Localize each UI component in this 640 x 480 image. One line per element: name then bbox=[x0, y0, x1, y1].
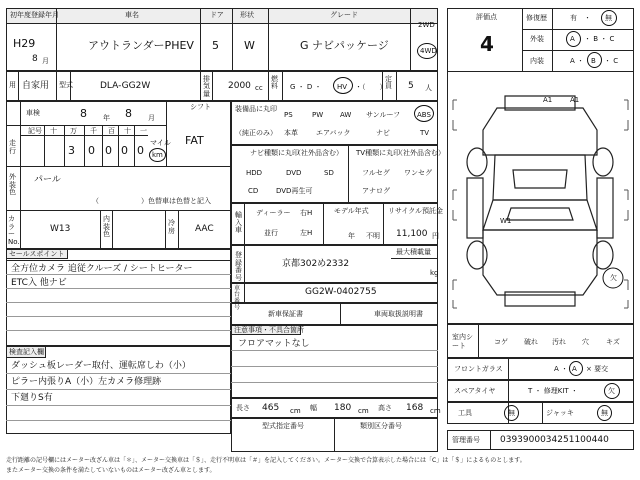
mile-head-5: 十 bbox=[124, 127, 131, 135]
footer-line-1: 走行距離の記号欄にはメーター改ざん車は「＊」、メーター交換車は「＄」、走行不明車は「＃」を記入してください。メーター交換で合算表示した場合には「C」は「＄」によるものとします。 bbox=[6, 457, 526, 464]
plate-label: 登録番号 bbox=[235, 251, 242, 283]
color-no-label: カラーNo. bbox=[8, 215, 20, 247]
seat-item-2: 汚れ bbox=[552, 338, 566, 346]
seat-item-1: 破れ bbox=[524, 338, 538, 346]
inspector-label: 検査記入欄 bbox=[9, 348, 44, 356]
tool-label: 工具 bbox=[458, 409, 472, 417]
navi-sd: SD bbox=[324, 169, 334, 177]
navi-dvd-play: DVD再生可 bbox=[276, 187, 313, 195]
len-value: 465 bbox=[262, 403, 280, 413]
mile-unit-mile: マイル bbox=[150, 139, 171, 147]
equip-abs: ABS bbox=[417, 111, 431, 119]
exterior-grade: A bbox=[570, 35, 575, 43]
color-label: 外装色 bbox=[9, 173, 16, 197]
footer-line-2: またメーター交換の条件を満たしていないものはメーター改ざん車とします。 bbox=[6, 467, 216, 474]
recycle-unit: 円 bbox=[432, 232, 439, 240]
reg-type: 自家用 bbox=[22, 81, 50, 91]
equip-airbag: エアバック bbox=[316, 129, 351, 137]
vehicle-name: アウトランダーPHEV bbox=[88, 39, 194, 52]
inspector-line-3: 下廻りS有 bbox=[11, 393, 53, 403]
color-note: （ ）色替車は色替と記入 bbox=[92, 197, 211, 205]
interior-rest: ・ C bbox=[604, 57, 619, 65]
spare-opts: T ・ 修理KIT ・ bbox=[528, 387, 578, 395]
import-label: 輸入車 bbox=[235, 211, 242, 235]
tv-analog: アナログ bbox=[362, 187, 390, 195]
shift-value: FAT bbox=[185, 134, 204, 147]
max-load-label: 最大積載量 bbox=[396, 248, 431, 256]
equip-navi: ナビ bbox=[376, 129, 390, 137]
fuel-label: 燃料 bbox=[271, 75, 278, 91]
capacity: 5 bbox=[408, 81, 414, 91]
jack-label: ジャッキ bbox=[546, 409, 574, 417]
equip-leather: 本革 bbox=[284, 129, 298, 137]
mile-head-6: 一 bbox=[140, 127, 147, 135]
model-year-label: モデル年式 bbox=[334, 207, 369, 215]
navi-sub: （社外品含む） bbox=[294, 149, 343, 157]
spare-label: スペアタイヤ bbox=[454, 387, 496, 395]
diagram-missing-mark: 欠 bbox=[610, 274, 617, 282]
navi-title: ナビ種類に丸印 bbox=[250, 149, 299, 157]
glass-value: A bbox=[572, 365, 577, 373]
import-parallel: 並行 bbox=[264, 229, 278, 237]
mile-digit-1: 0 bbox=[88, 144, 95, 157]
equip-sub: （純正のみ） bbox=[235, 129, 277, 137]
hgt-value: 168 bbox=[406, 403, 424, 413]
wid-unit: cm bbox=[358, 407, 369, 415]
diagram-a1-left: A1 bbox=[543, 96, 553, 104]
grade-label: グレード bbox=[330, 11, 358, 19]
hgt-unit: cm bbox=[430, 407, 441, 415]
seat-item-4: キズ bbox=[606, 338, 620, 346]
fuel-hv: HV bbox=[337, 83, 348, 91]
inspect-month: 8 bbox=[125, 107, 132, 120]
navi-dvd: DVD bbox=[286, 169, 302, 177]
shift-label: シフト bbox=[190, 103, 211, 111]
mgmt-value: 0393900034251100440 bbox=[500, 435, 609, 445]
first-reg-label: 初年度登録年月 bbox=[10, 11, 59, 19]
diagram-w1: W1 bbox=[500, 217, 512, 225]
chassis-label: 車台番号 bbox=[234, 285, 241, 311]
model-label: 型式 bbox=[59, 81, 73, 89]
notes-line-1: フロアマットなし bbox=[238, 339, 310, 349]
navi-hdd: HDD bbox=[246, 169, 263, 177]
cc-unit: cc bbox=[255, 84, 263, 92]
mile-unit-km: km bbox=[152, 151, 163, 159]
ac-label: 冷房 bbox=[168, 219, 175, 235]
interior-color-label: 内装色 bbox=[103, 215, 110, 239]
interior-pre: A ・ bbox=[570, 57, 585, 65]
inspector-line-2: ピラー内張りA（小）左カメラ修理跡 bbox=[11, 377, 162, 387]
mile-digit-2: 0 bbox=[105, 144, 112, 157]
notes-label: 注意事項・不具合箇所 bbox=[234, 326, 304, 334]
exterior-label: 外装 bbox=[530, 35, 544, 43]
mile-head-1: 十 bbox=[50, 127, 57, 135]
use-label: 用 bbox=[9, 81, 16, 89]
mile-head-3: 千 bbox=[90, 127, 97, 135]
cap-unit: 人 bbox=[425, 84, 432, 92]
wid-value: 180 bbox=[334, 403, 352, 413]
repair-value: 無 bbox=[605, 14, 612, 22]
recycle-value: 11,100 bbox=[396, 229, 428, 239]
len-unit: cm bbox=[290, 407, 301, 415]
glass-rest: × 要交 bbox=[586, 365, 609, 373]
reg-year: H29 bbox=[13, 37, 36, 50]
tv-sub: （社外品含む） bbox=[396, 149, 445, 157]
ac-value: AAC bbox=[195, 224, 214, 234]
score-label: 評価点 bbox=[476, 13, 497, 21]
mgmt-label: 管理番号 bbox=[452, 436, 480, 444]
drive-2wd: 2WD bbox=[418, 21, 435, 29]
notes-block bbox=[231, 325, 438, 398]
mile-digit-3: 0 bbox=[121, 144, 128, 157]
fuel-other: ・（ ） bbox=[355, 83, 387, 91]
new-warranty-label: 新車保証書 bbox=[268, 310, 303, 318]
hgt-label: 高さ bbox=[378, 404, 392, 412]
mile-head-2: 万 bbox=[70, 127, 77, 135]
reg-month-unit: 月 bbox=[42, 57, 49, 65]
repair-opts: 有 ・ bbox=[570, 14, 591, 22]
door-label: ドア bbox=[210, 11, 224, 19]
inspector-line-1: ダッシュ板レーダー取付、運転席しわ（小） bbox=[11, 361, 191, 371]
chassis-value: GG2W-0402755 bbox=[305, 287, 377, 297]
model-year-unknown: 不明 bbox=[366, 232, 380, 240]
glass-label: フロントガラス bbox=[454, 365, 503, 373]
inspect-label: 車検 bbox=[26, 109, 40, 117]
recycle-label: リサイクル預託金 bbox=[388, 207, 444, 215]
shape-label: 形状 bbox=[240, 11, 254, 19]
mile-head-0: 記号 bbox=[28, 127, 42, 135]
plate-value: 京都302め2332 bbox=[282, 259, 350, 269]
equip-tv: TV bbox=[420, 129, 430, 137]
tv-fullseg: フルセグ bbox=[362, 169, 390, 177]
color-value: パール bbox=[34, 175, 61, 185]
seat-label: 室内シート bbox=[452, 333, 473, 351]
equip-pw: PW bbox=[312, 111, 324, 119]
inspect-year: 8 bbox=[80, 107, 87, 120]
equip-title: 装備品に丸印 bbox=[235, 105, 277, 113]
name-label: 車名 bbox=[125, 11, 139, 19]
sales-line-2: ETC入 他ナビ bbox=[11, 278, 67, 288]
import-left: 左H bbox=[300, 229, 313, 237]
fuel-options: G ・ D ・ bbox=[290, 83, 322, 91]
cap-label: 定員 bbox=[385, 75, 392, 91]
door-count: 5 bbox=[212, 39, 219, 52]
inspect-year-unit: 年 bbox=[103, 114, 110, 122]
diagram-a1-right: A1 bbox=[570, 96, 580, 104]
tool-value: 無 bbox=[508, 409, 515, 417]
import-dealer: ディーラー bbox=[256, 209, 291, 217]
sales-line-1: 全方位カメラ 追従クルーズ / シートヒーター bbox=[11, 264, 193, 274]
class-label: 類別区分番号 bbox=[360, 422, 402, 430]
interior-label: 内装 bbox=[530, 57, 544, 65]
car-diagram bbox=[447, 80, 634, 320]
manual-label: 車両取扱説明書 bbox=[374, 310, 423, 318]
model-code: DLA-GG2W bbox=[100, 81, 151, 91]
grade-value: G ナビパッケージ bbox=[300, 39, 389, 52]
drive-4wd: 4WD bbox=[420, 47, 437, 55]
glass-pre: A ・ bbox=[554, 365, 569, 373]
inspect-month-unit: 月 bbox=[148, 114, 155, 122]
displacement: 2000 bbox=[228, 81, 251, 91]
seat-item-0: コゲ bbox=[494, 338, 508, 346]
wid-label: 幅 bbox=[310, 404, 317, 412]
repair-label: 修復歴 bbox=[526, 14, 547, 22]
import-right: 右H bbox=[300, 209, 313, 217]
equip-ps: PS bbox=[284, 111, 293, 119]
disp-label: 排気量 bbox=[203, 75, 210, 98]
equip-aw: AW bbox=[340, 111, 352, 119]
spare-value: 欠 bbox=[608, 387, 615, 395]
score-value: 4 bbox=[480, 32, 494, 56]
type-cert-label: 型式指定番号 bbox=[262, 422, 304, 430]
mileage-label: 走行 bbox=[9, 139, 16, 155]
max-load-unit: kg bbox=[430, 269, 439, 277]
navi-cd: CD bbox=[248, 187, 259, 195]
mile-digit-4: 0 bbox=[137, 144, 144, 157]
model-year-year: 年 bbox=[348, 232, 355, 240]
sales-label: セールスポイント bbox=[9, 250, 65, 258]
interior-grade: B bbox=[591, 57, 596, 65]
jack-value: 無 bbox=[601, 409, 608, 417]
mile-head-4: 百 bbox=[108, 127, 115, 135]
body-shape: W bbox=[244, 39, 255, 52]
exterior-rest: ・ B ・ C bbox=[584, 35, 615, 43]
seat-item-3: 穴 bbox=[582, 338, 589, 346]
mile-digit-0: 3 bbox=[68, 144, 75, 157]
color-no-value: W13 bbox=[50, 224, 71, 234]
tv-title: TV種類に丸印 bbox=[356, 149, 401, 157]
equip-sunroof: サンルーフ bbox=[366, 111, 401, 119]
len-label: 長さ bbox=[236, 404, 250, 412]
reg-month: 8 bbox=[32, 54, 38, 64]
tv-oneseg: ワンセグ bbox=[404, 169, 432, 177]
